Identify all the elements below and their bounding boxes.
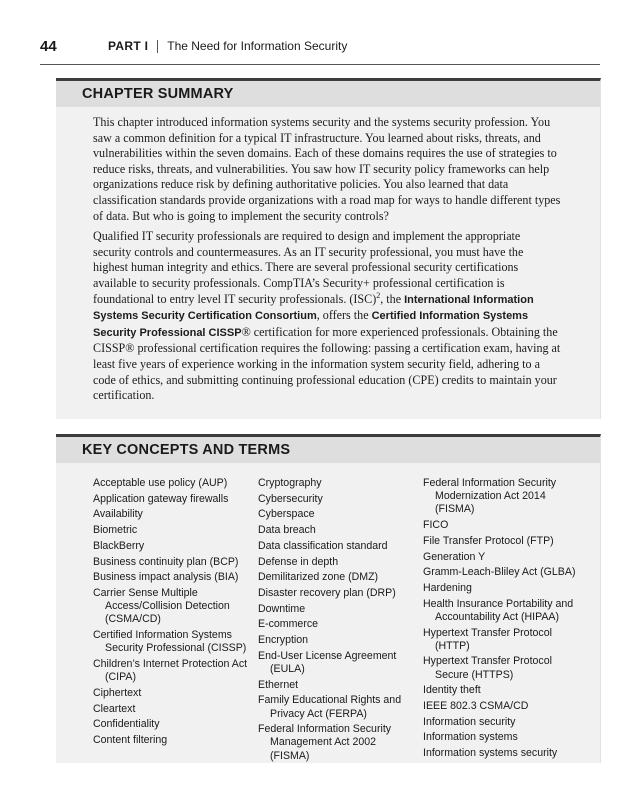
summary-text: Qualified IT security professionals are required to design and implement the appropriate security controls and countermeasures. As an IT security professional, you must have the highest human integrity and ethics. There are several professional security certifications available to security professionals. CompTIA’s Security+ professional certification is foundational to entry level IT security professionals. (ISC) [93,229,524,306]
term-item: End-User License Agreement (EULA) [258,649,397,675]
term-item: Federal Information Security Modernization Act 2014 (FISMA) [423,477,557,516]
term-item: Health Insurance Portability and Accountability Act (HIPAA) [423,597,574,623]
term-item: Cyberspace [258,508,315,521]
summary-text: , the [380,291,402,306]
term-item: Ethernet [258,678,299,691]
page-number: 44 [40,37,57,55]
term-item: Information security [423,715,516,728]
term-item: Cybersecurity [258,492,323,505]
term-item: BlackBerry [93,539,145,552]
chapter-summary-panel [56,78,601,419]
key-terms-panel [56,434,601,763]
term-item: Encryption [258,634,309,647]
term-item: Children’s Internet Protection Act (CIPA) [93,657,248,684]
term-item: Hardening [423,581,472,594]
part-title: The Need for Information Security [167,39,348,53]
term-item: Biometric [93,524,138,537]
summary-text: ® certification for more experienced professionals. Obtaining the CISSP® professional certification requires the following: passing a certification exam, having at least five years of experience working in the information system security field, adhering to a code of ethics, and submitting continuing professional education (CPE) credits to maintain your certification. [93,324,561,403]
term-item: Data classification standard [258,539,388,552]
terms-column-2 [258,477,418,765]
term-item: Confidentiality [93,718,160,731]
superscript: 2 [376,290,381,300]
term-item: Downtime [258,602,306,615]
term-item: E-commerce [258,618,319,631]
term-item: IEEE 802.3 CSMA/CD [423,700,529,713]
chapter-summary-heading: CHAPTER SUMMARY [82,86,234,102]
term-item: Cleartext [93,702,136,715]
term-item: Business impact analysis (BIA) [93,571,239,584]
terms-column-1 [93,477,253,750]
term-item: Data breach [258,524,316,537]
term-item: Disaster recovery plan (DRP) [258,586,396,599]
term-item: Application gateway firewalls [93,492,229,505]
summary-paragraph-1: This chapter introduced information systems security and the systems security profession. You saw a common definition for a typical IT infrastructure. You learned about risks, threats, and vulnerabilities within the seven domains. Each of these domains requires the use of strategies to reduce risks, threats, and vulnerabilities. You saw how IT security policy frameworks can help organizations reduce risk by defining authoritative policies. You also learned that data classification standards provide organizations with a road map for ways to handle different types of data. But who is going to implement the security controls? [93,115,561,223]
key-terms-header [56,437,600,463]
term-item: Information systems security [423,747,558,760]
term-item: Generation Y [423,550,486,563]
term-item: Information systems [423,731,518,744]
term-item: Federal Information Security Management Act 2002 (FISMA) [258,723,392,762]
term-item: Family Educational Rights and Privacy Act (FERPA) [258,694,402,720]
term-item: Defense in depth [258,555,339,568]
chapter-summary-header [56,81,600,107]
term-item: File Transfer Protocol (FTP) [423,534,554,547]
term-item: Content filtering [93,733,168,746]
summary-text: , offers the [316,308,369,323]
term-item: Certified Information Systems Security Professional (CISSP) [93,629,247,655]
term-item: Ciphertext [93,686,142,699]
bold-term-cissp: Certified Information Systems Security Professional CISSP [93,310,529,339]
bold-term-isc2: International Information Systems Security Certification Consortium [93,293,534,323]
term-item: FICO [423,519,449,532]
running-header [40,36,600,56]
term-item: Hypertext Transfer Protocol (HTTP) [423,626,552,652]
header-rule [40,64,600,65]
term-item: Business continuity plan (BCP) [93,555,239,568]
chapter-summary-body [93,115,561,409]
header-separator [157,40,158,53]
term-item: Carrier Sense Multiple Access/Collision Detection (CSMA/CD) [93,586,230,626]
term-item: Demilitarized zone (DMZ) [258,571,379,584]
part-label: PART I [108,39,149,53]
key-terms-heading: KEY CONCEPTS AND TERMS [82,442,291,458]
term-item: Identity theft [423,684,481,697]
summary-paragraph-2 [93,229,561,404]
term-item: Cryptography [258,477,322,489]
term-item: Acceptable use policy (AUP) [93,477,228,489]
term-item: Availability [93,508,143,521]
term-item: Gramm-Leach-Bliley Act (GLBA) [423,566,576,579]
terms-column-3 [423,477,583,763]
term-item: Hypertext Transfer Protocol Secure (HTTPS) [423,655,552,681]
